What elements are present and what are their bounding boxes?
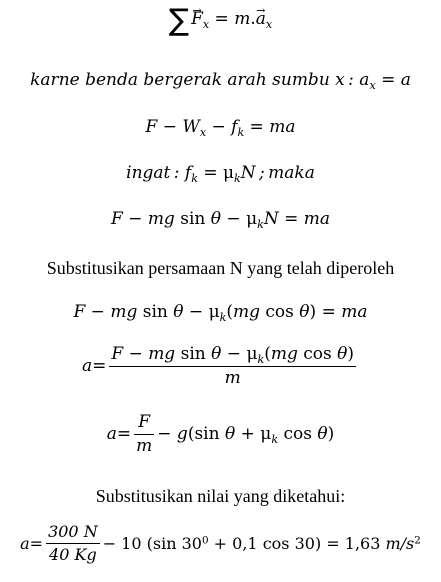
mu-symbol: μ <box>222 163 235 183</box>
cosine-function: cos <box>260 302 300 322</box>
normal-force-symbol: N <box>263 209 279 229</box>
angle-symbol: θ <box>317 424 328 444</box>
acceleration-vector: → a <box>256 11 266 28</box>
close-paren: ) <box>327 424 335 444</box>
subscript: x <box>369 78 376 92</box>
acceleration-symbol: a <box>20 533 30 553</box>
numeric-result-equation <box>0 524 441 563</box>
plus-sign: + <box>235 424 261 444</box>
substitution-instruction: Substitusikan persamaan N yang telah diperoleh <box>46 258 395 278</box>
angle-symbol: θ <box>224 424 236 444</box>
subscript: k <box>257 217 264 231</box>
subscript: k <box>271 432 279 446</box>
weight-term: mg <box>232 302 260 322</box>
gravity-symbol: g <box>176 424 188 444</box>
force-symbol: F <box>111 344 124 364</box>
open-paren: ( <box>264 344 271 364</box>
normal-force-symbol: N <box>240 163 256 183</box>
superscript: 2 <box>414 533 421 546</box>
fraction-numerator <box>109 346 356 367</box>
force-symbol: F <box>73 302 86 322</box>
subscript: k <box>237 125 245 139</box>
rhs-term: ma <box>269 117 296 137</box>
sine-function: sin <box>137 302 174 322</box>
fraction-denominator: 40 Kg <box>49 545 97 564</box>
weight-term: mg <box>270 344 298 364</box>
rhs-term: ma <box>303 209 331 229</box>
result-tail <box>102 533 421 553</box>
subscript: x <box>265 17 273 31</box>
equals-sign: = <box>29 533 44 553</box>
fraction <box>109 346 356 387</box>
substituted-force-equation <box>0 302 441 324</box>
acceleration-formula <box>0 346 441 387</box>
sine-function: sin <box>174 209 211 229</box>
angle-symbol: θ <box>210 209 221 229</box>
equals-sign: = <box>209 9 235 29</box>
close-paren: ) <box>347 344 355 364</box>
force-symbol: F <box>145 117 158 137</box>
note-text: karne benda bergerak arah sumbu x : <box>30 70 360 90</box>
rhs-term: ma <box>341 302 368 322</box>
minus-sign: − <box>206 117 232 137</box>
equals-sign: = <box>278 209 304 229</box>
acceleration-symbol: a <box>400 70 411 90</box>
fraction-numerator: 300 N <box>46 524 100 544</box>
close-paren: ) <box>309 302 317 322</box>
fraction <box>134 414 154 455</box>
equals-sign: = <box>197 163 223 183</box>
minus-sign: − <box>183 302 209 322</box>
force-balance-equation <box>0 117 441 139</box>
weight-symbol: W <box>182 117 200 137</box>
acceleration-symbol: a <box>81 356 93 376</box>
open-paren: ( <box>226 302 233 322</box>
minus-sign: − <box>221 344 247 364</box>
formula-tail <box>157 424 335 446</box>
equals-sign: = <box>244 117 270 137</box>
mass-symbol: m <box>234 9 251 29</box>
minus-sign: − <box>122 209 148 229</box>
substitution-values-instruction: Substitusikan nilai yang diketahui: <box>95 486 346 506</box>
angle-symbol: θ <box>173 302 184 322</box>
friction-reminder <box>0 163 441 185</box>
minus-sign: − <box>123 344 149 364</box>
weight-term: mg <box>147 209 175 229</box>
result-text: − 10 (sin 30 <box>102 533 202 553</box>
angle-symbol: θ <box>211 344 222 364</box>
reminder-text: ingat : <box>126 163 185 183</box>
equals-sign: = <box>316 302 342 322</box>
fraction-denominator: m <box>136 436 153 456</box>
simplified-acceleration-formula <box>0 414 441 455</box>
subscript: k <box>219 310 227 324</box>
weight-term: mg <box>110 302 138 322</box>
angle-symbol: θ <box>299 302 310 322</box>
sine-function: sin <box>175 344 212 364</box>
subscript: x <box>202 17 210 31</box>
friction-symbol: f <box>231 117 238 137</box>
equals-sign: = <box>116 424 132 444</box>
fraction <box>46 524 100 563</box>
mu-symbol: μ <box>246 344 258 364</box>
reminder-text: ; maka <box>255 163 315 183</box>
acceleration-symbol: a <box>359 70 370 90</box>
motion-direction-note <box>0 70 441 92</box>
incline-force-equation <box>0 209 441 231</box>
weight-term: mg <box>148 344 176 364</box>
angle-symbol: θ <box>337 344 348 364</box>
mu-symbol: μ <box>208 302 220 322</box>
subscript: k <box>234 171 241 185</box>
unit-text: m/s <box>385 533 415 553</box>
fraction-numerator: F <box>134 414 154 435</box>
mu-symbol: μ <box>246 209 258 229</box>
force-symbol: F <box>110 209 123 229</box>
open-paren: ( <box>187 424 195 444</box>
sine-function: sin <box>194 424 225 444</box>
minus-sign: − <box>157 424 177 444</box>
acceleration-symbol: a <box>106 424 117 444</box>
cosine-function: cos <box>278 424 318 444</box>
dot-operator: . <box>250 9 256 29</box>
summation-symbol: ∑ <box>168 3 190 38</box>
minus-sign: − <box>221 209 247 229</box>
friction-symbol: f <box>184 163 192 183</box>
superscript: 0 <box>201 533 209 546</box>
fraction-denominator: m <box>224 368 241 388</box>
subscript: k <box>257 352 265 366</box>
force-vector: → F <box>191 11 203 28</box>
subscript: k <box>191 171 198 185</box>
minus-sign: − <box>85 302 111 322</box>
mu-symbol: μ <box>260 424 272 444</box>
subscript: x <box>199 125 207 139</box>
cosine-function: cos <box>297 344 338 364</box>
newton-second-law-equation <box>0 3 441 38</box>
equals-sign: = <box>92 356 107 376</box>
equals-sign: = <box>375 70 401 90</box>
minus-sign: − <box>157 117 183 137</box>
result-text: + 0,1 cos 30) = 1,63 <box>208 533 386 553</box>
